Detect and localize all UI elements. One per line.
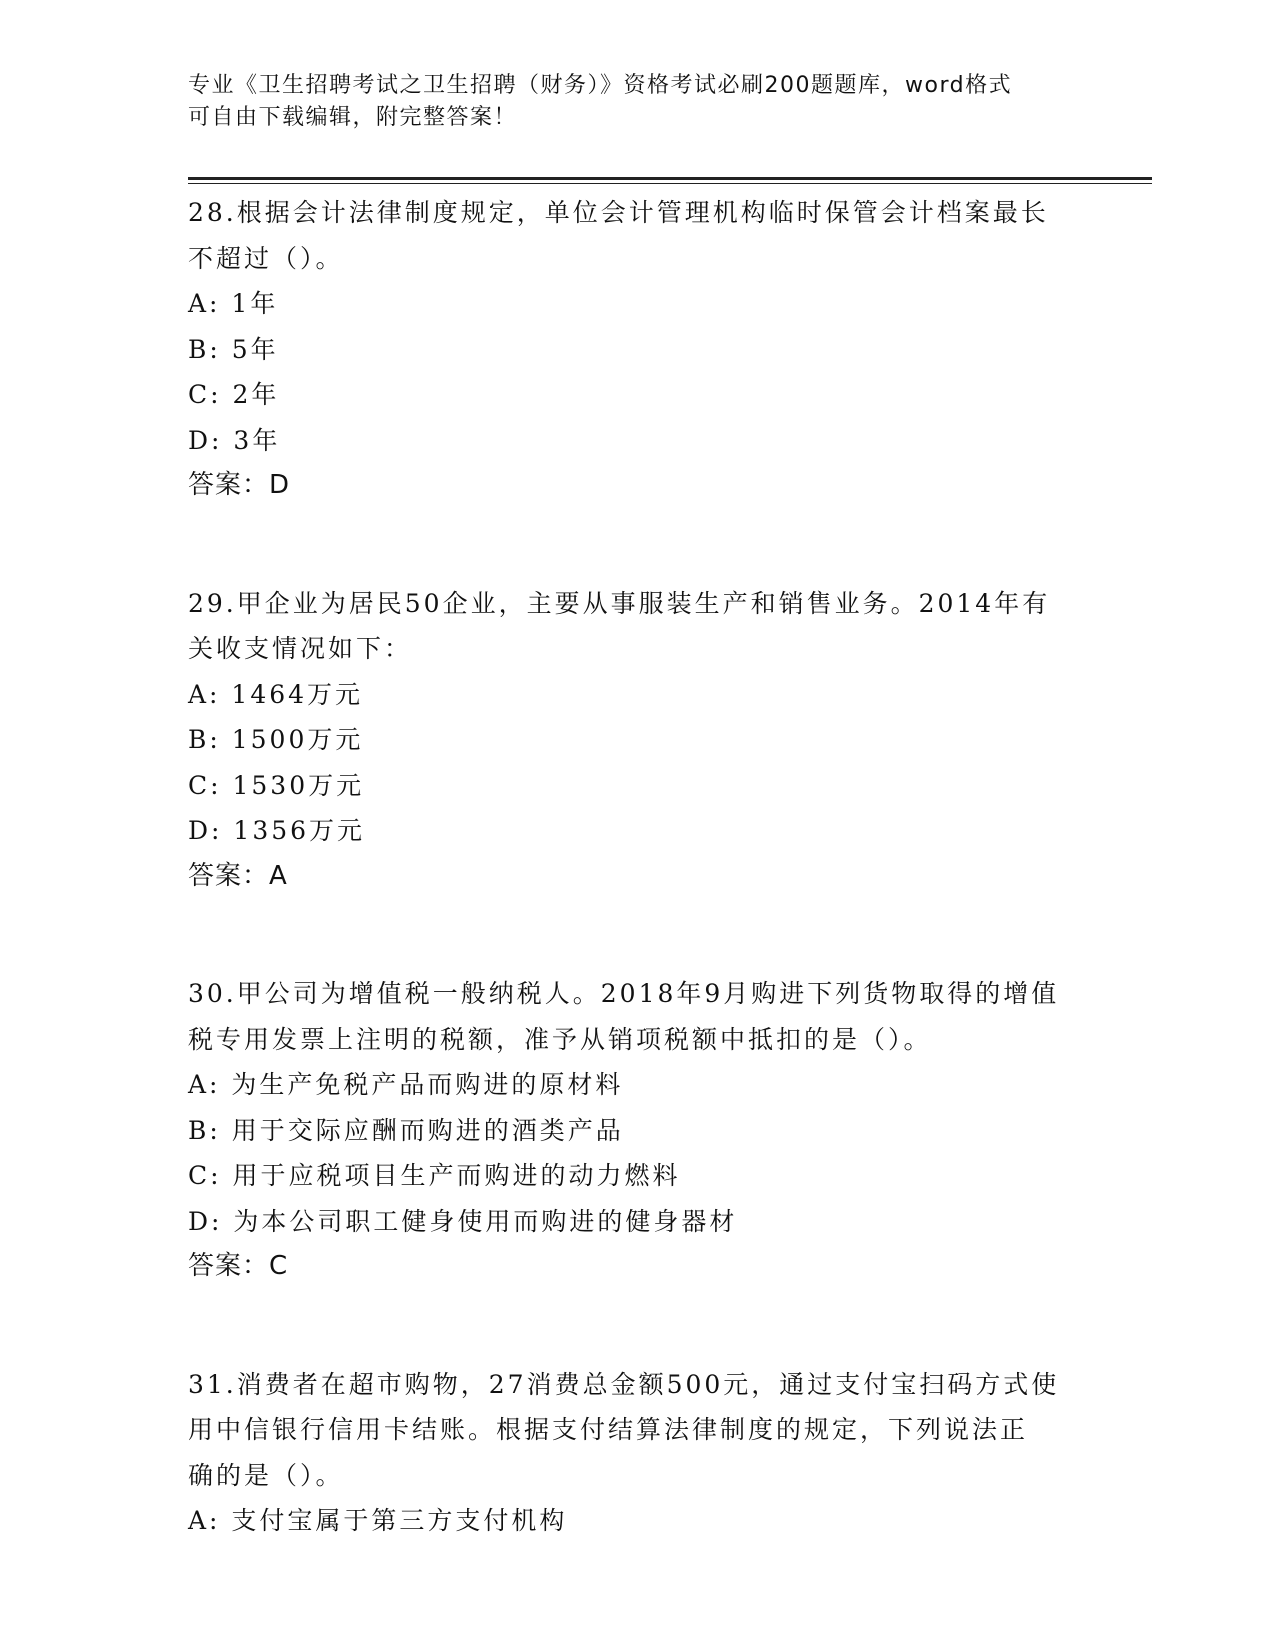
option-c: C: 1530万元 <box>188 770 365 800</box>
option-d: D: 1356万元 <box>188 816 366 845</box>
question-text: 29.甲企业为居民50企业，主要从事服装生产和销售业务。2014年有 <box>188 588 1051 618</box>
header-divider-thin <box>188 183 1152 184</box>
question-31 <box>188 1362 1088 1544</box>
question-text-cont: 不超过（）。 <box>188 243 344 273</box>
option-a: A: 1464万元 <box>188 679 364 709</box>
option-b: B: 用于交际应酬而购进的酒类产品 <box>188 1115 624 1145</box>
document-header <box>188 70 1088 134</box>
question-28 <box>188 190 1088 509</box>
option-a: A: 为生产免税产品而购进的原材料 <box>188 1070 624 1099</box>
question-text-cont: 关收支情况如下： <box>188 634 413 663</box>
option-a: A: 支付宝属于第三方支付机构 <box>188 1506 568 1535</box>
answer-line: 答案：A <box>188 860 288 891</box>
question-text: 28.根据会计法律制度规定，单位会计管理机构临时保管会计档案最长 <box>188 198 1049 227</box>
question-text-cont-2: 确的是（）。 <box>188 1460 344 1490</box>
answer-line: 答案：D <box>188 470 291 500</box>
question-text: 31.消费者在超市购物，27消费总金额500元，通过支付宝扫码方式使 <box>188 1369 1060 1399</box>
header-line-1: 专业《卫生招聘考试之卫生招聘（财务）》资格考试必刷200题题库，word格式 <box>188 73 1013 98</box>
answer-line: 答案：C <box>188 1251 289 1281</box>
option-c: C: 2年 <box>188 380 280 409</box>
header-divider-thick <box>188 177 1152 180</box>
option-d: D: 3年 <box>188 425 281 455</box>
question-text: 30.甲公司为增值税一般纳税人。2018年9月购进下列货物取得的增值 <box>188 979 1060 1008</box>
question-list <box>188 190 1088 1544</box>
question-text-cont: 用中信银行信用卡结账。根据支付结算法律制度的规定，下列说法正 <box>188 1415 1029 1444</box>
option-b: B: 1500万元 <box>188 725 364 754</box>
question-30 <box>188 971 1088 1290</box>
option-c: C: 用于应税项目生产而购进的动力燃料 <box>188 1161 681 1190</box>
option-a: A: 1年 <box>188 289 279 318</box>
option-b: B: 5年 <box>188 334 279 364</box>
question-text-cont: 税专用发票上注明的税额，准予从销项税额中抵扣的是（）。 <box>188 1024 932 1054</box>
header-line-2: 可自由下载编辑，附完整答案！ <box>188 105 518 130</box>
option-d: D: 为本公司职工健身使用而购进的健身器材 <box>188 1206 738 1236</box>
question-29 <box>188 581 1088 900</box>
